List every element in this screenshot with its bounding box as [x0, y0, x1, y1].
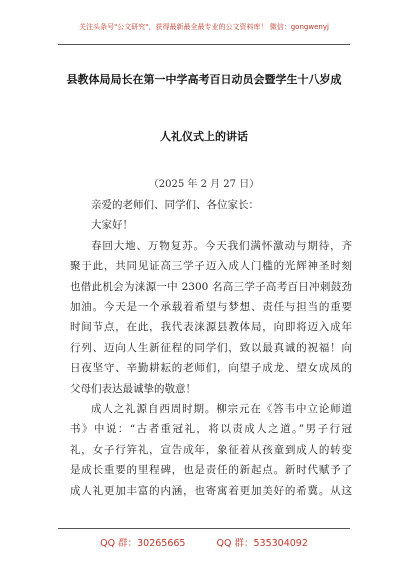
greeting: 亲爱的老师们、同学们、各位家长： — [91, 199, 259, 211]
header-divider — [58, 44, 350, 45]
paragraph-line: 春回大地、万物复苏。今天我们满怀激动与期待，齐 — [91, 239, 352, 252]
paragraph-line: 也借此机会为涞源一中 2300 名高三学子高考百日冲刺鼓劲 — [70, 280, 352, 293]
page-footer — [0, 535, 408, 549]
paragraph-line: 成人之礼源自西周时期。柳宗元在《答韦中立论师道 — [91, 403, 352, 416]
paragraph-line: 日夜坚守、辛勤耕耘的老师们，向望子成龙、望女成凤的 — [70, 362, 352, 375]
salutation: 大家好！ — [91, 219, 133, 232]
paragraph-line: 成人礼更加丰富的内涵，也寄寓着更加美好的希冀。从这 — [70, 484, 352, 497]
paragraph-line: 聚于此，共同见证高三学子迈入成人门槛的光辉神圣时刻 — [70, 260, 352, 273]
paragraph-line: 时间节点，在此，我代表涞源县教体局，向即将迈入成年 — [70, 321, 352, 334]
document-title-line-1: 县教体局局长在第一中学高考百日动员会暨学生十八岁成 — [66, 73, 342, 86]
footer-qq-group-2: QQ 群：535304092 — [216, 538, 308, 549]
paragraph-line: 礼，女子行笄礼，宣告成年，象征着从孩童到成人的转变 — [70, 443, 352, 456]
paragraph-line: 行列、迈向人生新征程的同学们，致以最真诚的祝福！向 — [70, 341, 352, 354]
paragraph-line: 书》中说：“古者重冠礼，将以责成人之道。”男子行冠 — [70, 423, 352, 436]
document-body — [70, 195, 352, 501]
document-title-line-2: 人礼仪式上的讲话 — [160, 130, 248, 143]
page-header: 关注头条号"公文研究"，获得最新最全最专业的公文资料库！ 微信：gongwenyj — [79, 23, 329, 31]
footer-qq-group-1: QQ 群：30265665 — [100, 538, 186, 549]
document-date: （2025 年 2 月 27 日） — [148, 179, 260, 190]
footer-divider — [58, 528, 350, 529]
paragraph-line: 加油。今天是一个承载着希望与梦想、责任与担当的重要 — [70, 301, 352, 314]
paragraph-line: 是成长重要的里程碑，也是责任的新起点。新时代赋予了 — [70, 464, 352, 477]
paragraph-line: 父母们表达最诚挚的敬意！ — [70, 382, 196, 395]
